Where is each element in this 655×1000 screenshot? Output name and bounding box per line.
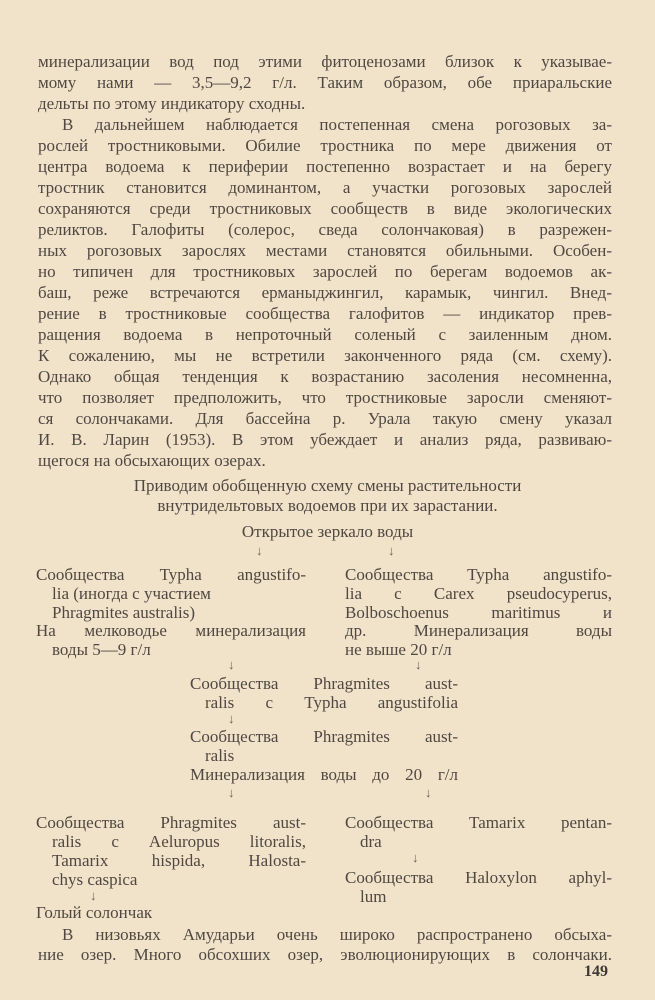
node-line: Сообщества Phragmites aust- — [190, 727, 458, 746]
node-line: Сообщества Haloxylon aphyl- — [345, 868, 612, 887]
arrow-down-icon: ↓ — [412, 850, 419, 865]
arrow-down-icon: ↓ — [228, 657, 235, 672]
node-line: Сообщества Tamarix pentan- — [345, 813, 612, 832]
arrow-down-icon: ↓ — [415, 657, 422, 672]
text-line: баш, реже встречаются ерманыджингил, карамык, чингил. Внед- — [38, 283, 612, 302]
text-line: дельты по этому индикатору сходны. — [38, 94, 306, 113]
arrow-down-icon: ↓ — [388, 543, 395, 558]
node-line: Bolboschoenus maritimus и — [345, 603, 612, 622]
text-line: минерализации вод под этими фитоценозами близок к указывае- — [38, 52, 612, 71]
text-line: Однако общая тенденция к возрастанию засоления несомненна, — [38, 367, 612, 386]
node-line: Phragmites australis) — [52, 603, 196, 622]
node-line: Сообщества Phragmites aust- — [190, 674, 458, 693]
node-line: ralis с Typha angustifolia — [205, 693, 458, 712]
text-line: тростник становится доминантом, а участки рогозовых зарослей — [38, 178, 612, 197]
page-number: 149 — [584, 963, 608, 980]
arrow-down-icon: ↓ — [90, 888, 97, 903]
node-line: др. Минерализация воды — [345, 621, 612, 640]
node-line: На мелководье минерализация — [36, 621, 306, 640]
node-line: lia с Carex pseudocyperus, — [345, 584, 612, 603]
text-line: К сожалению, мы не встретили законченного ряда (см. схему). — [38, 346, 612, 365]
scheme-top-node: Открытое зеркало воды — [241, 522, 414, 541]
node-line: dra — [360, 832, 382, 851]
text-line: мому нами — 3,5—9,2 г/л. Таким образом, обе приаральские — [38, 73, 612, 92]
text-line: центра водоема к периферии постепенно возрастает и на берегу — [38, 157, 612, 176]
text-line: реликтов. Галофиты (солерос, сведа солончаковая) в разрежен- — [38, 220, 612, 239]
node-line: ralis — [205, 746, 235, 765]
node-line: lum — [360, 887, 387, 906]
text-line: В низовьях Амударьи очень широко распространено обсыха- — [62, 925, 612, 944]
node-line: chys caspica — [52, 870, 138, 889]
text-line: ся солончаками. Для бассейна р. Урала такую смену указал — [38, 409, 612, 428]
text-line: И. В. Ларин (1953). В этом убеждает и анализ ряда, развиваю- — [38, 430, 612, 449]
scheme-intro: внутридельтовых водоемов при их зарастании. — [157, 496, 498, 515]
text-line: что позволяет предположить, что тростниковые заросли сменяют- — [38, 388, 612, 407]
text-line: сохраняются среди тростниковых сообществ в виде экологических — [38, 199, 612, 218]
node-line: Сообщества Phragmites aust- — [36, 813, 306, 832]
text-line: щегося на обсыхающих озерах. — [38, 451, 266, 470]
node-line: Сообщества Typha angustifo- — [345, 565, 612, 584]
text-line: рение в тростниковые сообщества галофитов — индикатор прев- — [38, 304, 612, 323]
text-line: В дальнейшем наблюдается постепенная смена рогозовых за- — [62, 115, 612, 134]
text-line: ращения водоема в непроточный соленый с заиленным дном. — [38, 325, 612, 344]
arrow-down-icon: ↓ — [256, 543, 263, 558]
node-line: Сообщества Typha angustifo- — [36, 565, 306, 584]
node-line: lia (иногда с участием — [52, 584, 211, 603]
node-line: не выше 20 г/л — [345, 640, 452, 659]
arrow-down-icon: ↓ — [228, 785, 235, 800]
text-line: ние озер. Много обсохших озер, эволюционирующих в солончаки. — [38, 945, 612, 964]
scheme-left-node-3: Голый солончак — [36, 903, 153, 922]
node-line: Tamarix hispida, Halosta- — [52, 851, 306, 870]
scheme-intro: Приводим обобщенную схему смены растительности — [133, 476, 522, 495]
text-line: но типичен для тростниковых зарослей по берегам водоемов ак- — [38, 262, 612, 281]
text-line: ных рогозовых зарослях местами становятся обильными. Особен- — [38, 241, 612, 260]
text-line: рослей тростниковыми. Обилие тростника по мере движения от — [38, 136, 612, 155]
node-line: ralis с Aeluropus litoralis, — [52, 832, 306, 851]
arrow-down-icon: ↓ — [425, 785, 432, 800]
node-line: воды 5—9 г/л — [52, 640, 151, 659]
node-line: Минерализация воды до 20 г/л — [190, 765, 458, 784]
arrow-down-icon: ↓ — [228, 711, 235, 726]
